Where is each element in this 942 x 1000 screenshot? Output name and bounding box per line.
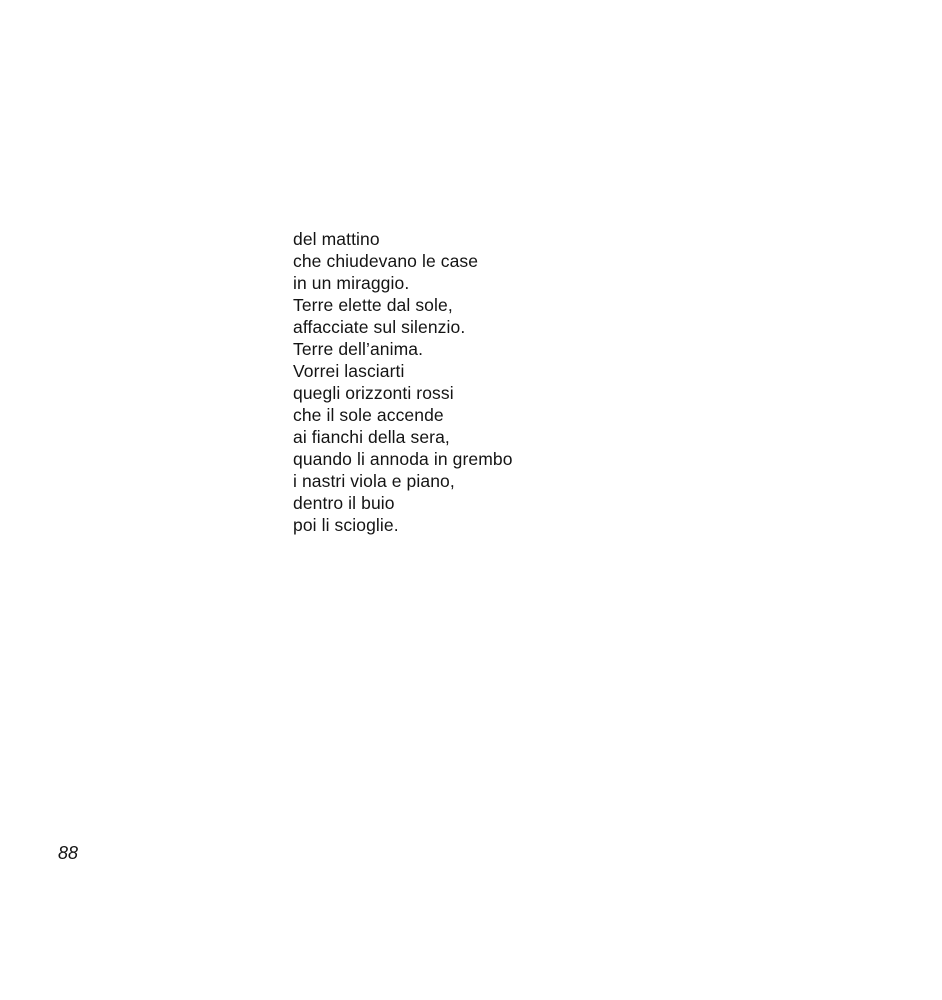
- poem-line: del mattino: [293, 229, 380, 249]
- poem-line: quando li annoda in grembo: [293, 449, 513, 469]
- poem-line: i nastri viola e piano,: [293, 471, 455, 491]
- poem-text: [293, 228, 513, 536]
- poem-line: quegli orizzonti rossi: [293, 383, 454, 403]
- poem-line: dentro il buio: [293, 493, 395, 513]
- page-number: 88: [58, 843, 79, 863]
- poem-line: Terre elette dal sole,: [293, 295, 453, 315]
- poem-line: Terre dell’anima.: [293, 339, 424, 359]
- poem-line: ai fianchi della sera,: [293, 427, 450, 447]
- poem-line: affacciate sul silenzio.: [293, 317, 466, 337]
- poem-line: che il sole accende: [293, 405, 444, 425]
- poem-line: poi li scioglie.: [293, 515, 399, 535]
- poem-line: che chiudevano le case: [293, 251, 479, 271]
- poem-line: in un miraggio.: [293, 273, 410, 293]
- poem-line: Vorrei lasciarti: [293, 361, 405, 381]
